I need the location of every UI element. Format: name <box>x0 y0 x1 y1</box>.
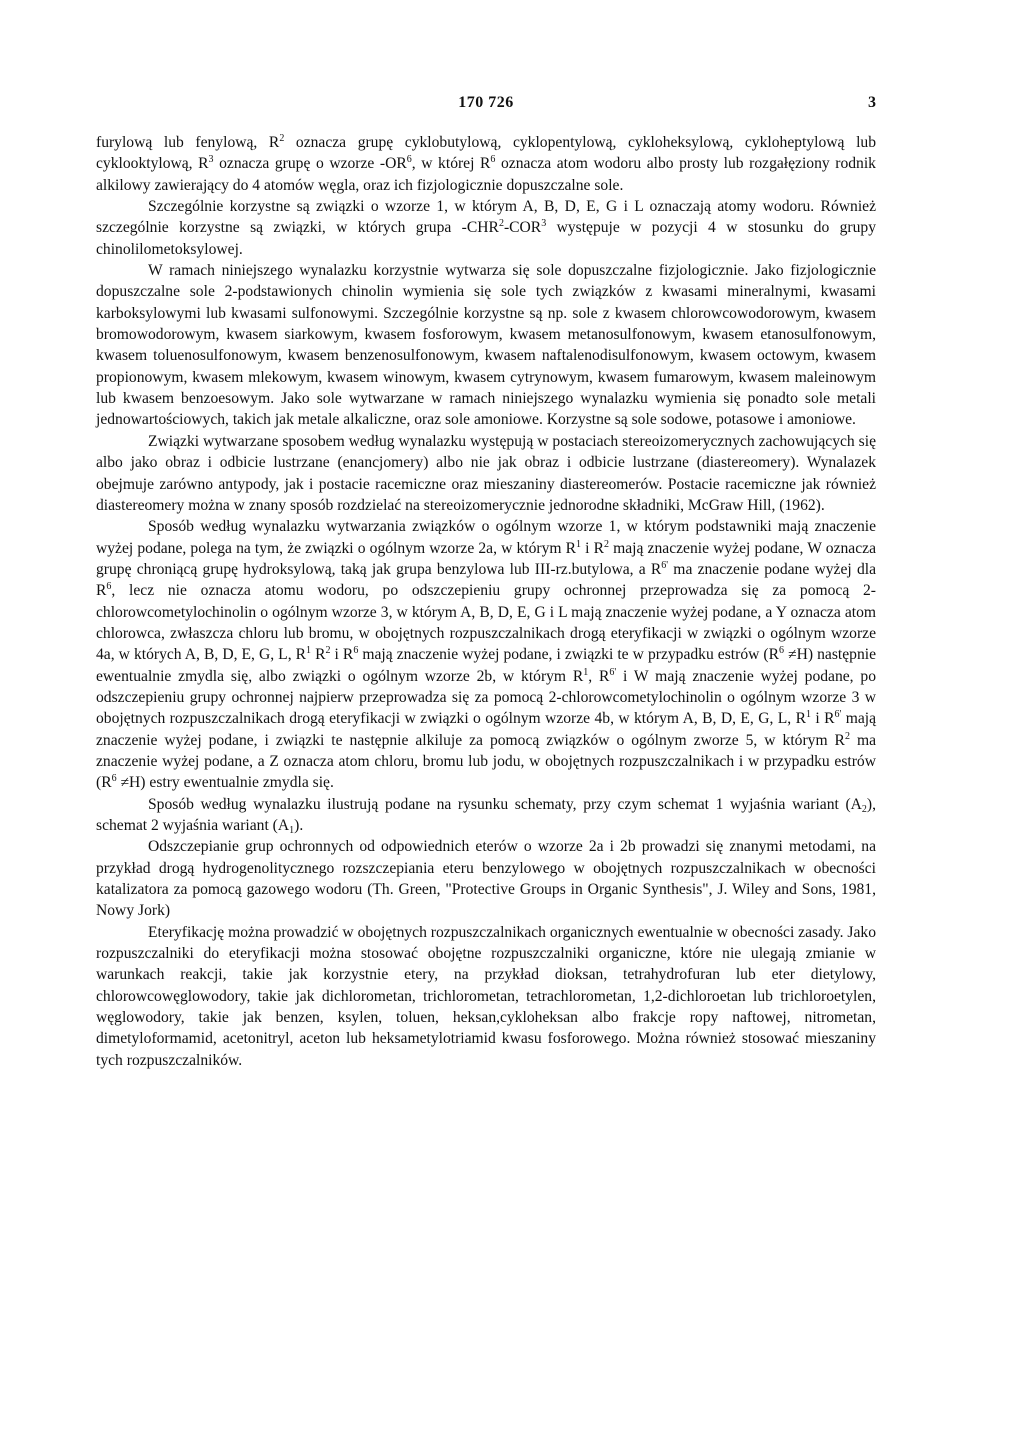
text-run: oznacza atom wodoru albo prosty lub rozgałęziony rodnik alkilowy zawierający do 4 atomów węgla, oraz ich fizjologicznie dopuszczalne sole. <box>96 155 876 194</box>
text-run: W ramach niniejszego wynalazku korzystnie wytwarza się sole dopuszczalne fizjologicznie. Jako fizjologicznie dopuszczalne sole 2-podstawionych chinolin wymienia się sole tych związków z kwasami mineralnymi, kwasami karboksylowymi lub kwasami sulfonowymi. Szczególnie korzystne są np. sole z kwasem chlorowcowodorowym, kwasem bromowodorowym, kwasem siarkowym, kwasem fosforowym, kwasem metanosulfonowym, kwasem etanosulfonowym, kwasem toluenosulfonowym, kwasem benzenosulfonowym, kwasem naftalenodisulfonowym, kwasem octowym, kwasem propionowym, kwasem mlekowym, kwasem winowym, kwasem cytrynowym, kwasem fumarowym, kwasem maleinowym lub kwasem benzoesowym. Jako sole wytwarzane w ramach niniejszego wynalazku wymienia się ponadto sole metali jednowartościowych, takich jak metale alkaliczne, oraz sole amoniowe. Korzystne są sole sodowe, potasowe i amoniowe. <box>96 262 876 429</box>
paragraph <box>96 132 876 196</box>
page-number: 3 <box>868 94 876 111</box>
text-run: Szczególnie korzystne są związki o wzorze 1, w którym A, B, D, E, G i L oznaczają atomy wodoru. Również szczególnie korzystne są związki, w których grupa -CHR <box>96 198 876 237</box>
text-run: -COR <box>503 219 542 237</box>
page-header <box>96 94 876 118</box>
superscript: 2 <box>604 538 610 550</box>
text-run: , w której R <box>411 155 491 173</box>
superscript: 2 <box>279 133 285 144</box>
text-run: i R <box>581 539 605 557</box>
subscript: 1 <box>289 825 295 836</box>
superscript: 3 <box>541 218 547 230</box>
superscript: 6 <box>490 154 496 166</box>
superscript: 1 <box>583 666 589 678</box>
text-run: ). <box>294 817 304 834</box>
text-run: ), schemat 2 wyjaśnia wariant (A <box>96 795 876 834</box>
text-run: ≠H) estry ewentualnie zmydla się. <box>116 774 334 792</box>
superscript: 6' <box>609 666 617 678</box>
paragraph <box>96 260 876 431</box>
text-run: i R <box>330 646 354 664</box>
paragraph <box>96 431 876 516</box>
superscript: 6 <box>406 154 412 166</box>
paragraph <box>96 836 876 921</box>
text-run: , R <box>588 667 610 685</box>
text-run: ma znaczenie podane wyżej dla R <box>96 560 876 600</box>
paragraph <box>96 794 876 837</box>
text-run: R <box>311 646 326 664</box>
paragraph <box>96 922 876 1071</box>
superscript: 2 <box>498 218 504 230</box>
patent-number: 170 726 <box>458 94 514 111</box>
text-run: oznacza grupę o wzorze -OR <box>213 155 407 173</box>
body-text <box>96 132 876 1071</box>
text-run: mają znaczenie wyżej podane, W oznacza grupę chroniącą grupę hydroksylową, taką jak grupa benzylowa lub III-rz.butylowa, a R <box>96 539 876 578</box>
superscript: 6 <box>111 773 117 785</box>
text-run: , lecz nie oznacza atomu wodoru, po odszczepieniu grupy ochronnej przeprowadza się za pomocą 2-chlorowcometylochinolin o ogólnym wzorze 3, w którym A, B, D, E, G i L mają znaczenie wyżej podane, a Y oznacza atom chlorowca, zwłaszcza chloru lub bromu, w obojętnych rozpuszczalnikach drogą eteryfikacji w związki o ogólnym wzorze 4a, w których A, B, D, E, G, L, R <box>96 582 876 664</box>
text-run: furylową lub fenylową, R <box>96 134 280 151</box>
text-run: i W mają znaczenie wyżej podane, po odszczepieniu grupy ochronnej najpierw przeprowadza się za pomocą 2-chlorowcometylochinolin o ogólnym wzorze 3 w obojętnych rozpuszczalnikach drogą eteryfikacji w związki o ogólnym wzorze 4b, w którym A, B, D, E, G, L, R <box>96 667 876 728</box>
text-run: występuje w pozycji 4 w stosunku do grupy chinolilometoksylowej. <box>96 219 876 258</box>
superscript: 2 <box>844 730 850 742</box>
superscript: 6' <box>661 559 669 571</box>
text-run: Sposób według wynalazku wytwarzania związków o ogólnym wzorze 1, w którym podstawniki mają znaczenie wyżej podane, polega na tym, że związki o ogólnym wzorze 2a, w którym R <box>96 518 876 557</box>
superscript: 6' <box>834 709 842 721</box>
text-run: Eteryfikację można prowadzić w obojętnych rozpuszczalnikach organicznych ewentualnie w obecności zasady. Jako rozpuszczalniki do eteryfikacji można stosować obojętne rozpuszczalniki organiczne, które nie ulegają zmianie w warunkach reakcji, takie jak korzystnie etery, na przykład dioksan, tetrahydrofuran lub eter dietylowy, chlorowcowęglowodory, takie jak dichlorometan, trichlorometan, tetrachlorometan, 1,2-dichloroetan lub trichloroetylen, węglowodory, takie jak benzen, ksylen, toluen, heksan,cykloheksan albo frakcje ropy naftowej, nitrometan, dimetyloformamid, acetonitryl, aceton lub heksametylotriamid kwasu fosforowego. Można również stosować mieszaniny tych rozpuszczalników. <box>96 923 876 1069</box>
superscript: 1 <box>576 538 582 550</box>
text-run: ≠H) następnie ewentualnie zmydla się, albo związki o ogólnym wzorze 2b, w którym R <box>96 646 876 685</box>
superscript: 6 <box>779 645 785 657</box>
text-run: mają znaczenie wyżej podane, i związki te w przypadku estrów (R <box>358 646 780 664</box>
text-run: i R <box>810 710 835 728</box>
text-run: Odszczepianie grup ochronnych od odpowiednich eterów o wzorze 2a i 2b prowadzi się znanymi metodami, na przykład drogą hydrogenolitycznego rozszczepiania eteru benzylowego w obojętnych rozpuszczalnikach w obecności katalizatora za pomocą gazowego wodoru (Th. Green, "Protective Groups in Organic Synthesis", J. Wiley and Sons, 1981, Nowy Jork) <box>96 838 876 920</box>
superscript: 2 <box>325 645 331 657</box>
text-run: oznacza grupę cyklobutylową, cyklopentylową, cykloheksylową, cykloheptylową lub cyklooktylową, R <box>96 134 876 173</box>
paragraph <box>96 516 876 793</box>
superscript: 6 <box>106 581 112 593</box>
text-run: Sposób według wynalazku ilustrują podane na rysunku schematy, przy czym schemat 1 wyjaśnia wariant (A <box>148 795 862 813</box>
superscript: 3 <box>208 154 214 166</box>
text-run: mają znaczenie wyżej podane, i związki te następnie alkiluje za pomocą związków o ogólnym zworze 5, w którym R <box>96 710 877 749</box>
superscript: 1 <box>805 709 811 721</box>
text-run: Związki wytwarzane sposobem według wynalazku występują w postaciach stereoizomerycznych zachowujących się albo jako obraz i odbicie lustrzane (enancjomery) albo nie jak obraz i odbicie lustrzane (diastereomery). Wynalazek obejmuje zarówno antypody, jak i postacie racemiczne oraz mieszaniny diastereomerów. Postacie racemiczne jak również diastereomery można w znany sposób rozdzielać na stereoizomerycznie jednorodne składniki, McGraw Hill, (1962). <box>96 432 876 514</box>
subscript: 2 <box>861 803 867 815</box>
superscript: 1 <box>306 645 312 657</box>
superscript: 6 <box>353 645 359 657</box>
text-run: ma znaczenie wyżej podane, a Z oznacza atom chloru, bromu lub jodu, w obojętnych rozpuszczalnikach i w przypadku estrów (R <box>96 731 876 792</box>
paragraph <box>96 196 876 260</box>
